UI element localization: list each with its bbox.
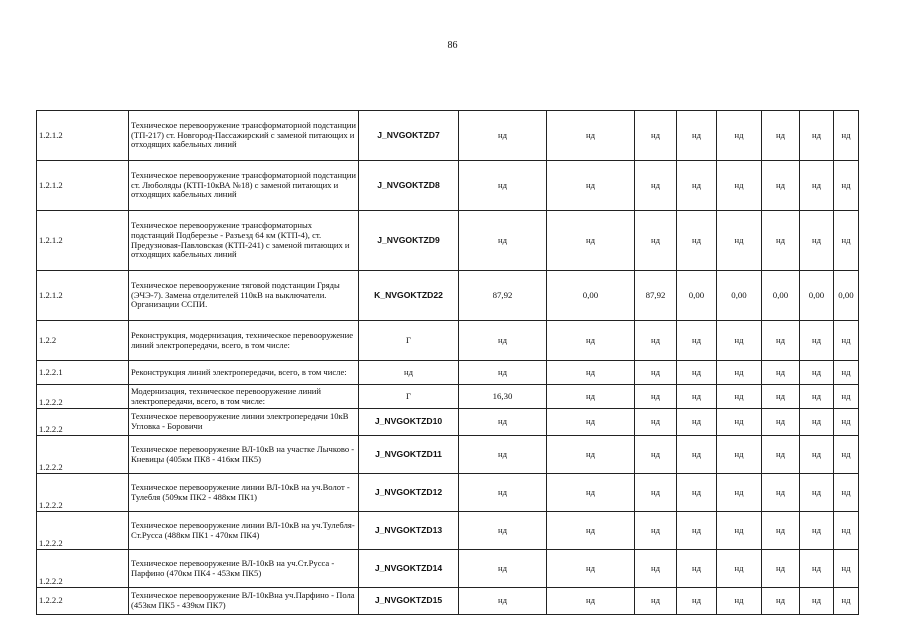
value-cell: нд: [834, 361, 859, 385]
value-cell: нд: [762, 211, 800, 271]
value-cell: 0,00: [717, 271, 762, 321]
value-cell: нд: [717, 409, 762, 436]
row-number: 1.2.1.2: [37, 111, 129, 161]
row-identifier: J_NVGOKTZD14: [359, 550, 459, 588]
value-cell: нд: [717, 436, 762, 474]
value-cell: 0,00: [547, 271, 635, 321]
value-cell: нд: [547, 588, 635, 615]
value-cell: нд: [677, 361, 717, 385]
value-cell: нд: [717, 321, 762, 361]
value-cell: нд: [677, 588, 717, 615]
value-cell: нд: [834, 474, 859, 512]
row-number: 1.2.2.2: [37, 436, 129, 474]
value-cell: нд: [547, 436, 635, 474]
value-cell: нд: [800, 111, 834, 161]
row-number: 1.2.1.2: [37, 271, 129, 321]
value-cell: нд: [834, 321, 859, 361]
row-name: Техническое перевооружение трансформаторной подстанции (ТП-217) ст. Новгород-Пассажирский с заменой питающих и отходящих кабельных линий: [129, 111, 359, 161]
value-cell: нд: [717, 161, 762, 211]
row-identifier: J_NVGOKTZD8: [359, 161, 459, 211]
value-cell: нд: [677, 211, 717, 271]
value-cell: нд: [762, 550, 800, 588]
value-cell: нд: [677, 385, 717, 409]
value-cell: 0,00: [677, 271, 717, 321]
row-number: 1.2.2.2: [37, 409, 129, 436]
value-cell: нд: [635, 161, 677, 211]
value-cell: нд: [635, 436, 677, 474]
value-cell: нд: [459, 409, 547, 436]
value-cell: нд: [459, 161, 547, 211]
table-row: [37, 385, 859, 409]
value-cell: нд: [635, 474, 677, 512]
value-cell: нд: [834, 512, 859, 550]
value-cell: нд: [717, 550, 762, 588]
row-identifier: J_NVGOKTZD7: [359, 111, 459, 161]
value-cell: нд: [677, 321, 717, 361]
row-code: Г: [359, 321, 459, 361]
row-number: 1.2.2.2: [37, 474, 129, 512]
value-cell: нд: [547, 111, 635, 161]
value-cell: нд: [677, 409, 717, 436]
row-identifier: J_NVGOKTZD13: [359, 512, 459, 550]
value-cell: нд: [547, 161, 635, 211]
row-identifier: J_NVGOKTZD15: [359, 588, 459, 615]
value-cell: нд: [834, 409, 859, 436]
row-number: 1.2.2.2: [37, 512, 129, 550]
row-number: 1.2.1.2: [37, 211, 129, 271]
table-row: [37, 321, 859, 361]
value-cell: 87,92: [635, 271, 677, 321]
value-cell: 0,00: [800, 271, 834, 321]
row-number: 1.2.2: [37, 321, 129, 361]
value-cell: нд: [762, 588, 800, 615]
value-cell: нд: [717, 361, 762, 385]
value-cell: нд: [834, 111, 859, 161]
value-cell: нд: [717, 512, 762, 550]
value-cell: нд: [635, 211, 677, 271]
value-cell: нд: [834, 550, 859, 588]
value-cell: нд: [547, 361, 635, 385]
table-row: [37, 550, 859, 588]
row-name: Техническое перевооружение линии ВЛ-10кВ на уч.Тулебля- Ст.Русса (488км ПК1 - 470км ПК4): [129, 512, 359, 550]
value-cell: нд: [677, 111, 717, 161]
value-cell: нд: [800, 409, 834, 436]
value-cell: нд: [459, 111, 547, 161]
table-row: [37, 512, 859, 550]
table-row: [37, 361, 859, 385]
value-cell: нд: [834, 588, 859, 615]
value-cell: нд: [717, 474, 762, 512]
table-row: [37, 588, 859, 615]
value-cell: нд: [800, 211, 834, 271]
row-identifier: J_NVGOKTZD12: [359, 474, 459, 512]
value-cell: нд: [635, 111, 677, 161]
value-cell: нд: [800, 588, 834, 615]
value-cell: нд: [800, 436, 834, 474]
row-identifier: J_NVGOKTZD9: [359, 211, 459, 271]
value-cell: нд: [834, 161, 859, 211]
value-cell: нд: [459, 588, 547, 615]
value-cell: нд: [459, 550, 547, 588]
table-row: [37, 211, 859, 271]
value-cell: нд: [459, 512, 547, 550]
value-cell: нд: [677, 550, 717, 588]
row-number: 1.2.1.2: [37, 161, 129, 211]
value-cell: нд: [834, 436, 859, 474]
value-cell: нд: [800, 321, 834, 361]
row-identifier: K_NVGOKTZD22: [359, 271, 459, 321]
row-name: Реконструкция линий электропередачи, всего, в том числе:: [129, 361, 359, 385]
row-number: 1.2.2.2: [37, 385, 129, 409]
row-identifier: J_NVGOKTZD11: [359, 436, 459, 474]
row-code: Г: [359, 385, 459, 409]
value-cell: нд: [635, 361, 677, 385]
value-cell: нд: [635, 409, 677, 436]
value-cell: 0,00: [834, 271, 859, 321]
row-name: Техническое перевооружение ВЛ-10кВна уч.Парфино - Пола (453км ПК5 - 439км ПК7): [129, 588, 359, 615]
value-cell: нд: [677, 512, 717, 550]
value-cell: 87,92: [459, 271, 547, 321]
table-row: [37, 474, 859, 512]
value-cell: нд: [547, 512, 635, 550]
row-name: Модернизация, техническое перевооружение линий электропередачи, всего, в том числе:: [129, 385, 359, 409]
value-cell: нд: [459, 361, 547, 385]
value-cell: нд: [762, 321, 800, 361]
value-cell: нд: [762, 111, 800, 161]
value-cell: нд: [762, 512, 800, 550]
value-cell: нд: [547, 550, 635, 588]
value-cell: нд: [800, 361, 834, 385]
value-cell: нд: [800, 385, 834, 409]
value-cell: нд: [677, 161, 717, 211]
value-cell: нд: [459, 474, 547, 512]
value-cell: нд: [717, 385, 762, 409]
row-number: 1.2.2.2: [37, 550, 129, 588]
value-cell: нд: [762, 409, 800, 436]
row-name: Техническое перевооружение тяговой подстанции Гряды (ЭЧЭ-7). Замена отделителей 110кВ на выключатели. Организации ССПИ.: [129, 271, 359, 321]
value-cell: 0,00: [762, 271, 800, 321]
row-name: Техническое перевооружение трансформаторных подстанций Подберезье - Разъезд 64 км (КТП-4), ст. Предузновая-Павловская (КТП-241) с заменой питающих и отходящих кабельных линий: [129, 211, 359, 271]
table-row: [37, 436, 859, 474]
value-cell: нд: [547, 385, 635, 409]
value-cell: нд: [635, 321, 677, 361]
row-name: Техническое перевооружение линии ВЛ-10кВ на уч.Волот - Тулебля (509км ПК2 - 488км ПК1): [129, 474, 359, 512]
value-cell: нд: [635, 588, 677, 615]
value-cell: нд: [635, 550, 677, 588]
value-cell: нд: [459, 321, 547, 361]
row-name: Техническое перевооружение ВЛ-10кВ на уч.Ст.Русса - Парфино (470км ПК4 - 453км ПК5): [129, 550, 359, 588]
value-cell: нд: [762, 436, 800, 474]
value-cell: нд: [800, 474, 834, 512]
row-number: 1.2.2.1: [37, 361, 129, 385]
value-cell: нд: [635, 512, 677, 550]
value-cell: нд: [762, 361, 800, 385]
value-cell: нд: [547, 409, 635, 436]
value-cell: нд: [717, 588, 762, 615]
value-cell: нд: [834, 211, 859, 271]
table-row: [37, 271, 859, 321]
value-cell: нд: [762, 385, 800, 409]
value-cell: нд: [677, 474, 717, 512]
value-cell: нд: [459, 211, 547, 271]
value-cell: нд: [547, 211, 635, 271]
value-cell: нд: [800, 161, 834, 211]
row-name: Техническое перевооружение трансформаторной подстанции ст. Люболяды (КТП-10кВА №18) с заменой питающих и отходящих кабельных линий: [129, 161, 359, 211]
value-cell: нд: [762, 474, 800, 512]
row-code: нд: [359, 361, 459, 385]
value-cell: нд: [547, 321, 635, 361]
value-cell: нд: [800, 512, 834, 550]
row-number: 1.2.2.2: [37, 588, 129, 615]
row-name: Техническое перевооружение ВЛ-10кВ на участке Лычково - Кневицы (405км ПК8 - 416км ПК5): [129, 436, 359, 474]
table-row: [37, 111, 859, 161]
row-name: Техническое перевооружение линии электропередачи 10кВ Угловка - Боровичи: [129, 409, 359, 436]
table-row: [37, 409, 859, 436]
row-identifier: J_NVGOKTZD10: [359, 409, 459, 436]
row-name: Реконструкция, модернизация, техническое перевооружение линий электропередачи, всего, в том числе:: [129, 321, 359, 361]
value-cell: нд: [800, 550, 834, 588]
value-cell: нд: [677, 436, 717, 474]
value-cell: нд: [635, 385, 677, 409]
value-cell: нд: [459, 436, 547, 474]
table-row: [37, 161, 859, 211]
value-cell: нд: [547, 474, 635, 512]
value-cell: нд: [834, 385, 859, 409]
value-cell: нд: [717, 111, 762, 161]
value-cell: 16,30: [459, 385, 547, 409]
page-number: 86: [447, 40, 458, 51]
value-cell: нд: [762, 161, 800, 211]
investment-table: [36, 110, 859, 615]
value-cell: нд: [717, 211, 762, 271]
